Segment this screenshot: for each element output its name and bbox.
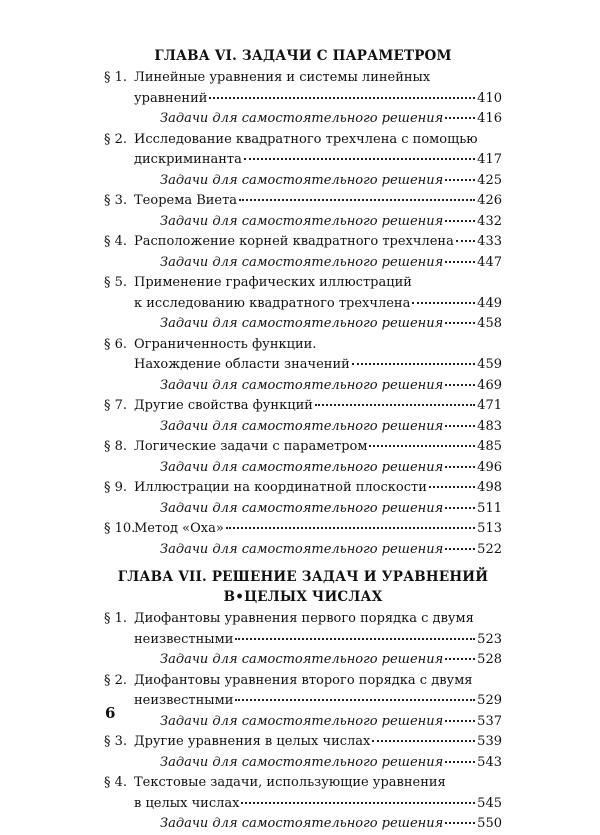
dot-leader [445, 465, 475, 468]
exercises-title: Задачи для самостоятельного решения [160, 418, 444, 434]
exercises-page: 511 [477, 500, 502, 516]
section-number: § 3. [104, 193, 128, 208]
exercises-entry [104, 171, 502, 192]
exercises-title: Задачи для самостоятельного решения [160, 172, 444, 188]
exercises-title: Задачи для самостоятельного решения [160, 213, 444, 229]
section-title: Метод «Оха» [134, 521, 224, 536]
section-title: Другие свойства функций [134, 398, 313, 413]
dot-leader [445, 821, 475, 824]
section-title: уравнений [134, 90, 208, 106]
section-number: § 10. [104, 521, 136, 536]
toc-entry-line [104, 191, 502, 212]
section-title: Исследование квадратного трехчлена с помощью [134, 131, 478, 147]
section-title: Текстовые задачи, использующие уравнения [134, 775, 446, 790]
section-number: § 5. [104, 275, 128, 290]
section-page: 417 [477, 152, 502, 167]
section-title: Диофантовы уравнения первого порядка с двумя [134, 611, 474, 626]
dot-leader [456, 239, 475, 242]
exercises-title: Задачи для самостоятельного решения [160, 652, 444, 667]
exercises-title: Задачи для самостоятельного решения [160, 500, 444, 516]
exercises-title: Задачи для самостоятельного решения [160, 541, 444, 557]
exercises-page: 469 [477, 377, 502, 393]
toc-entry [104, 671, 502, 733]
toc-entry [104, 396, 502, 437]
exercises-title: Задачи для самостоятельного решения [160, 816, 444, 831]
section-page: 513 [477, 521, 502, 536]
section-page: 529 [477, 693, 502, 708]
section-number: § 7. [104, 398, 128, 413]
section-title: к исследованию квадратного трехчлена [134, 295, 411, 311]
section-number: § 4. [104, 775, 128, 790]
section-title: Линейные уравнения и системы линейных [134, 70, 431, 85]
exercises-entry [104, 499, 502, 520]
exercises-page: 543 [477, 754, 502, 770]
exercises-title: Задачи для самостоятельного решения [160, 254, 444, 270]
exercises-entry [104, 712, 502, 733]
dot-leader [244, 157, 475, 160]
toc-content [104, 46, 502, 835]
section-number: § 9. [104, 480, 128, 495]
section-number: § 1. [104, 70, 128, 85]
dot-leader [445, 760, 475, 763]
section-number: § 2. [104, 672, 128, 688]
exercises-entry [104, 753, 502, 774]
dot-leader [352, 362, 475, 365]
section-number: § 2. [104, 131, 128, 147]
exercises-title: Задачи для самостоятельного решения [160, 713, 444, 729]
toc-entry-line [104, 671, 502, 692]
section-page: 539 [477, 734, 502, 749]
exercises-title: Задачи для самостоятельного решения [160, 316, 444, 331]
dot-leader [445, 178, 475, 181]
toc-entry-line [104, 89, 502, 110]
section-title: Диофантовы уравнения второго порядка с двумя [134, 672, 473, 688]
exercises-entry [104, 540, 502, 561]
exercises-page: 550 [477, 816, 502, 831]
toc-entry-line [104, 68, 502, 89]
dot-leader [209, 96, 475, 99]
dot-leader [315, 403, 475, 406]
section-title: неизвестными [134, 693, 234, 708]
dot-leader [235, 698, 475, 701]
dot-leader [241, 801, 475, 804]
section-page: 523 [477, 631, 502, 647]
toc-entry-line [104, 732, 502, 753]
exercises-entry [104, 376, 502, 397]
toc-entry [104, 191, 502, 232]
toc-entry-line [104, 437, 502, 458]
exercises-page: 447 [477, 254, 502, 270]
exercises-title: Задачи для самостоятельного решения [160, 459, 444, 475]
section-title: Иллюстрации на координатной плоскости [134, 480, 427, 495]
toc-entry-line [104, 294, 502, 315]
dot-leader [445, 657, 475, 660]
section-page: 498 [477, 480, 502, 495]
exercises-page: 522 [477, 541, 502, 557]
exercises-title: Задачи для самостоятельного решения [160, 377, 444, 393]
dot-leader [235, 637, 475, 640]
section-title: Нахождение области значений [134, 357, 350, 372]
toc-entry-line [104, 355, 502, 376]
dot-leader [445, 116, 475, 119]
dot-leader [445, 506, 475, 509]
section-page: 485 [477, 439, 502, 454]
toc-entry [104, 609, 502, 671]
section-title: Применение графических иллюстраций [134, 275, 412, 290]
toc-entry-line [104, 630, 502, 651]
section-title: Другие уравнения в целых числах [134, 734, 371, 749]
toc-entry-line [104, 519, 502, 540]
toc-entry [104, 273, 502, 335]
dot-leader [226, 526, 475, 529]
toc-entry-line [104, 396, 502, 417]
section-number: § 1. [104, 611, 128, 626]
dot-leader [445, 719, 475, 722]
section-page: 449 [477, 295, 502, 311]
exercises-page: 432 [477, 213, 502, 229]
exercises-entry [104, 314, 502, 335]
section-number: § 3. [104, 734, 128, 749]
section-page: 545 [477, 795, 502, 811]
chapter-7-title-line-2: В•ЦЕЛЫХ ЧИСЛАХ [223, 589, 383, 605]
toc-entry-line [104, 150, 502, 171]
exercises-entry [104, 109, 502, 130]
exercises-page: 425 [477, 172, 502, 188]
dot-leader [445, 219, 475, 222]
toc-entry-line [104, 130, 502, 151]
dot-leader [239, 198, 475, 201]
exercises-page: 496 [477, 459, 502, 475]
chapter-6-list [104, 68, 502, 560]
chapter-6-title: ГЛАВА VI. ЗАДАЧИ С ПАРАМЕТРОМ [154, 48, 452, 64]
exercises-entry [104, 253, 502, 274]
section-title: Логические задачи с параметром [134, 439, 368, 454]
dot-leader [445, 424, 475, 427]
toc-entry [104, 478, 502, 519]
exercises-page: 483 [477, 418, 502, 434]
section-title: неизвестными [134, 631, 234, 647]
toc-entry-line [104, 232, 502, 253]
section-page: 433 [477, 234, 502, 249]
section-number: § 8. [104, 439, 128, 454]
exercises-entry [104, 458, 502, 479]
dot-leader [369, 444, 475, 447]
section-number: § 6. [104, 336, 128, 352]
page-number: 6 [105, 704, 116, 722]
section-title: Расположение корней квадратного трехчлена [134, 234, 454, 249]
chapter-7-title [104, 567, 502, 607]
toc-entry-line [104, 773, 502, 794]
toc-entry [104, 437, 502, 478]
dot-leader [412, 301, 475, 304]
dot-leader [445, 260, 475, 263]
dot-leader [445, 321, 475, 324]
toc-entry [104, 68, 502, 130]
toc-entry [104, 773, 502, 835]
section-page: 471 [477, 398, 502, 413]
toc-entry-line [104, 691, 502, 712]
exercises-entry [104, 814, 502, 835]
toc-entry-line [104, 273, 502, 294]
toc-entry-line [104, 794, 502, 815]
exercises-page: 416 [477, 111, 502, 126]
exercises-entry [104, 650, 502, 671]
dot-leader [445, 547, 475, 550]
exercises-entry [104, 212, 502, 233]
toc-entry [104, 232, 502, 273]
dot-leader [429, 485, 475, 488]
section-title: Ограниченность функции. [134, 336, 317, 352]
toc-entry [104, 519, 502, 560]
exercises-entry [104, 417, 502, 438]
exercises-page: 458 [477, 316, 502, 331]
chapter-7-title-line-1: ГЛАВА VII. РЕШЕНИЕ ЗАДАЧ И УРАВНЕНИЙ [117, 569, 489, 585]
toc-entry [104, 732, 502, 773]
section-title: в целых числах [134, 795, 240, 811]
section-title: Теорема Виета [134, 193, 238, 208]
toc-entry [104, 335, 502, 397]
section-title: дискриминанта [134, 152, 242, 167]
exercises-title: Задачи для самостоятельного решения [160, 754, 444, 770]
chapter-7-list [104, 609, 502, 835]
section-number: § 4. [104, 234, 128, 249]
dot-leader [445, 383, 475, 386]
dot-leader [372, 739, 475, 742]
toc-entry [104, 130, 502, 192]
exercises-title: Задачи для самостоятельного решения [160, 111, 444, 126]
section-page: 410 [477, 90, 502, 106]
section-page: 426 [477, 193, 502, 208]
section-page: 459 [477, 357, 502, 372]
exercises-page: 528 [477, 652, 502, 667]
toc-entry-line [104, 609, 502, 630]
toc-entry-line [104, 478, 502, 499]
toc-entry-line [104, 335, 502, 356]
exercises-page: 537 [477, 713, 502, 729]
